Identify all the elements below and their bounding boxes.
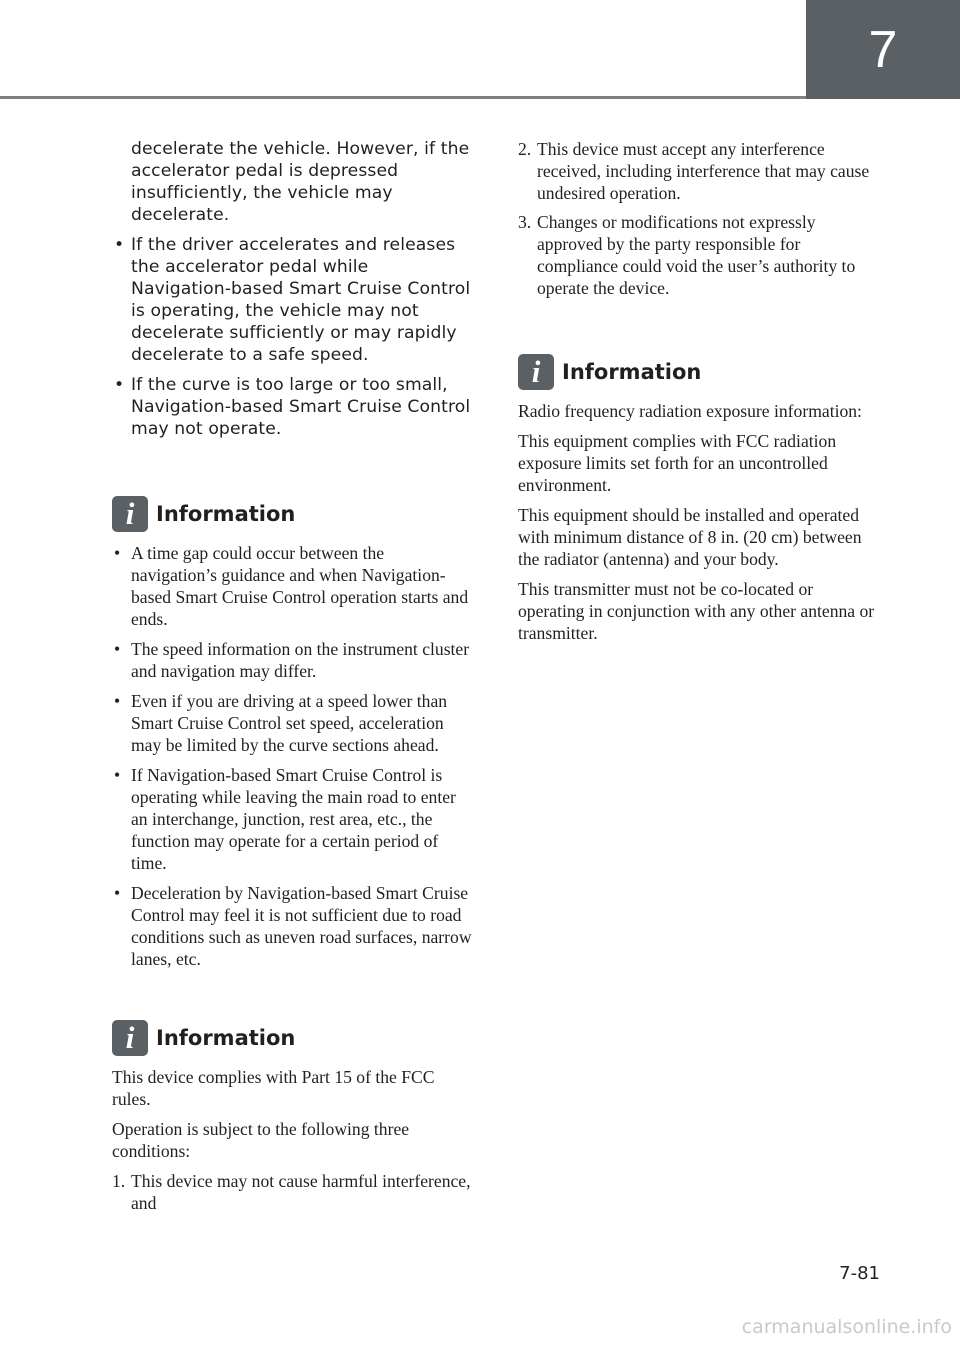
paragraph: This transmitter must not be co-located or operating in conjunction with any other antenna or transmitter. (518, 579, 875, 643)
list-item: • If Navigation-based Smart Cruise Control is operating while leaving the main road to enter an interchange, junction, rest area, etc., the function may operate for a certain period of time. (114, 765, 456, 873)
paragraph: This device complies with Part 15 of the FCC rules. (112, 1067, 435, 1109)
info-heading (112, 1020, 472, 1056)
info-box-2 (112, 1020, 472, 1214)
chapter-tab: 7 (806, 0, 960, 99)
list-item: • If the curve is too large or too small, Navigation-based Smart Cruise Control may not operate. (114, 375, 471, 439)
info-icon: i (112, 496, 148, 532)
right-column (518, 138, 880, 652)
info-box-3 (518, 354, 880, 644)
list-item: • A time gap could occur between the navigation’s guidance and when Navigation-based Smart Cruise Control operation starts and ends. (114, 543, 469, 629)
page-number: 7-81 (839, 1263, 880, 1284)
info-title: Information (156, 502, 296, 526)
list-item: • Even if you are driving at a speed lower than Smart Cruise Control set speed, acceleration may be limited by the curve sections ahead. (114, 691, 448, 755)
header-rule (0, 96, 806, 99)
info-icon: i (112, 1020, 148, 1056)
numbered-item: 2. This device must accept any interference received, including interference that may cause undesired operation. (518, 139, 870, 203)
left-column (112, 138, 472, 1221)
paragraph: Radio frequency radiation exposure information: (518, 401, 862, 421)
list-item: • If the driver accelerates and releases the accelerator pedal while Navigation-based Smart Cruise Control is operating, the vehicle may not decelerate sufficiently or may rapidly decelerate to a safe speed. (114, 235, 471, 365)
continued-paragraph: decelerate the vehicle. However, if the accelerator pedal is depressed insufficiently, the vehicle may decelerate. (131, 139, 470, 225)
info-heading (518, 354, 880, 390)
watermark: carmanualsonline.info (741, 1316, 952, 1338)
numbered-item: 1. This device may not cause harmful interference, and (112, 1171, 471, 1213)
paragraph: This equipment complies with FCC radiation exposure limits set forth for an uncontrolled environment. (518, 431, 837, 495)
paragraph: Operation is subject to the following three conditions: (112, 1119, 410, 1161)
bullet-dot: • (114, 235, 125, 255)
info-title: Information (156, 1026, 296, 1050)
numbered-item: 3. Changes or modifications not expressly approved by the party responsible for compliance could void the user’s authority to operate the device. (518, 212, 856, 298)
bullet-dot: • (114, 375, 125, 395)
info-box-1 (112, 496, 472, 970)
info-heading (112, 496, 472, 532)
paragraph: This equipment should be installed and operated with minimum distance of 8 in. (20 cm) between the radiator (antenna) and your body. (518, 505, 862, 569)
list-item: • The speed information on the instrument cluster and navigation may differ. (114, 639, 470, 681)
info-icon: i (518, 354, 554, 390)
list-item: • Deceleration by Navigation-based Smart Cruise Control may feel it is not sufficient due to road conditions such as uneven road surfaces, narrow lanes, etc. (114, 883, 472, 969)
info-title: Information (562, 360, 702, 384)
